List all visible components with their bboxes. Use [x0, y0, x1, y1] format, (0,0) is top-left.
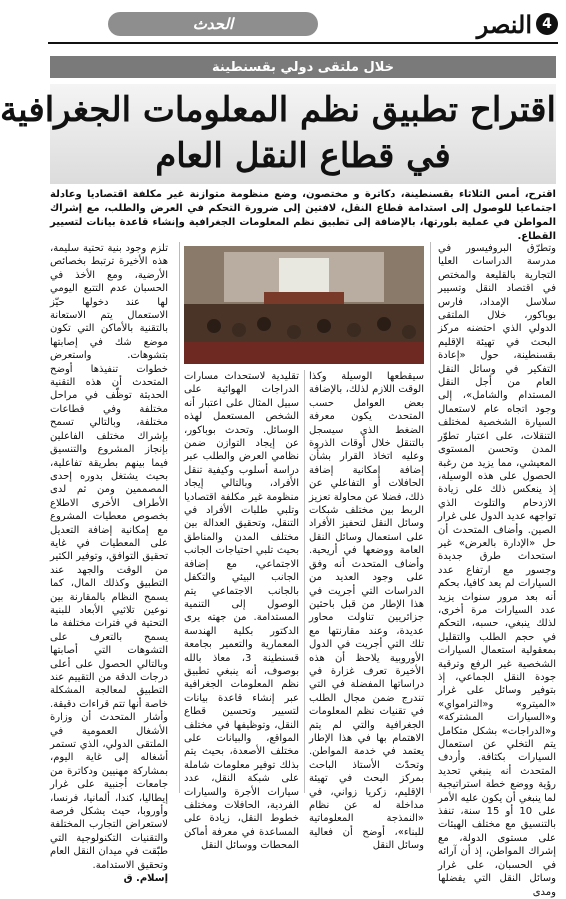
- column-divider: [179, 242, 180, 793]
- column-right: [438, 242, 556, 898]
- column-left: [50, 242, 168, 885]
- column-mid-left: [184, 370, 299, 852]
- column-right-text: وتطرّق البروفيسور في مدرسة الدراسات العليا التجارية بالقليعة والمختص في اقتصاد النقل وتسيير سلاسل الإمداد، فارس بوباكور، خلال الملتقى الدولي الذي احتضنه مركز البحث في تهيئة الإقليم بقسنطينة، حول «إعادة التفكير في وسائل النقل العام من أجل النقل المستدام والشامل»، إلى وجود اتجاه عام لاستعمال السيارة الشخصية لمختلف التنقلات، على اعتبار تطوّر المدن وتحسن المستوى المعيشي، مما يزيد من رغبة الحصول على هذه الوسيلة، إذ ينعكس ذلك على زيادة الازدحام والتلوث الذي تواجهه عديد الدول على غرار الصين. وأضاف المتحدث أن حل «الإدارة بالعرض» غير استحداث طرق جديدة وجسور مع ارتفاع عدد السيارات لم يعد كافيا، بحكم أنه بعد مرور سنوات يزيد عدد السيارات مرة أخرى، لذلك ينبغي، حسبه، التحكم في حجم الطلب والتقليل بمعقولية استعمال السيارات الشخصية غير الرفع وترقية جودة النقل الجماعي، إذ بتوفير وسائل على غرار «الميترو» و«الترامواي» و«السيارات المشتركة» و«الدراجات» بشكل متكامل يتم التخلي عن استعمال السيارات بكثافة. وأردف المتحدث أنه ينبغي تحديد رؤية ووضع خطة استراتيجية لما ينبغي أن يكون عليه الأمر على 10 أو 15 سنة، تنفذ بالتنسيق مع مختلف الهيئات على مستوى الدولة، مع إشراك المواطن، إذ أن آرائه في الحسبان، على غرار وسائل النقل التي يفضلها ومدى: [438, 243, 556, 898]
- column-mid-right: [309, 370, 424, 852]
- conference-photo: [184, 246, 424, 364]
- column-divider: [304, 370, 305, 793]
- lead-paragraph: اقترح، أمس الثلاثاء بقسنطينة، دكاترة و مختصون، وضع منظومة متوازنة غير مكلفة اقتصاديا وعادلة اجتماعيا للوصول إلى استدامة قطاع النقل، لافتين إلى ضرورة التحكم في العرض والطلب، مع إشراك المواطن في عملية بلورتها، بالإضافة إلى تطبيق نظم المعلومات الجغرافية وإنشاء قاعدة بيانات لتسيير القطاع.: [50, 189, 556, 242]
- column-divider: [430, 242, 431, 793]
- masthead: [48, 6, 558, 44]
- column-mid-left-text: تقليدية لاستحداث مسارات الدراجات الهوائية على سبيل المثال على اعتبار أنه الشخص المستعمل لهذه الوسائل. وتحدث بوباكور، عن إيجاد التوازن ضمن نظامي العرض والطلب عبر دراسة أسلوب وكيفية تنقل الأفراد، وبالتالي إيجاد منظومة غير مكلفة اقتصاديا وتلبي طلبات الأفراد في التنقل، وتحقيق العدالة بين مختلف المدن والمناطق بحيث تلبي احتياجات الجانب الاجتماعي، مع إضافة الجانب البيئي والتكفل بالجانب الاجتماعي يتم الوصول إلى التنمية المستدامة. من جهته يرى الدكتور بكلية الهندسة المعمارية والتعمير بجامعة قسنطينة 3، معاذ بالله بوصوف، أنه ينبغي تطبيق نظم المعلومات الجغرافية عبر إنشاء قاعدة بيانات لتسيير وتحسين قطاع النقل، وتوظيفها في مختلف المواقع، والبيانات على مختلف الأصعدة، بحيث يتم بذلك توفير معلومات شاملة على شبكة النقل، عدد سيارات الأجرة والسيارات الفردية، الحافلات ومختلف خطوط النقل، زيادة على المساعدة في معرفة أماكن المحطات ووسائل النقل: [184, 371, 299, 852]
- kicker: خلال ملتقى دولي بقسنطينة: [50, 56, 556, 78]
- author-credit: إسلام. ق: [123, 873, 168, 885]
- logo-text: النصر: [476, 9, 532, 39]
- column-mid-right-text: سيقطعها الوسيلة وكذا الوقت اللازم لذلك، بالإضافة بعض العوامل حسب المتحدث يكون معرفة الضغط الذي سيسجل بالتنقل خلال أوقات الذروة وعليه اتخاذ القرار بشأن إضافة إمكانية إضافة الحافلات أو التفاعلي عن ذلك، فضلا عن محاولة تعزيز الربط بين مختلف شبكات وسائل النقل لتحفيز الأفراد على استعمال وسائل النقل العامة ووضعها في أريحية. وأضاف المتحدث أنه وفق على وجود العديد من الدراسات التي أجريت في هذا الإطار من قبل باحثين جزائريين تناولت محاور عديدة، وعند مقارنتها مع تلك التي أجريت في الدول الأوروبية يلاحظ أن هذه الأخيرة تعرف غزارة في دراساتها المفضلة في التي تندرج ضمن مجال الطلب في تقنيات نظم المعلومات الجغرافية والتي لم يتم الاهتمام بها في هذا الإطار يعتمد في خدمة المواطن. وتحدّث الأستاذ الباحث بمركز البحث في تهيئة الإقليم، زكريا زواني، في مداخلة له عن نظام «النمذجة المعلوماتية للبناء»، أوضح أن فعالية وسائل النقل: [309, 371, 424, 852]
- headline: [0, 84, 556, 184]
- section-label: الحدث: [108, 12, 318, 36]
- column-left-text: تلزم وجود بنية تحتية سليمة، هذه الأخيرة ترتبط بخصائص الأرضية، ومع الأخذ في الحسبان عدم التتبع اليومي لها عند دخولها حيّز الاستعمال يتم الاستعانة بالتقنية بالأماكن التي تكون موضع شك في إصابتها بتشوهات. واستعرض خطوات تنفيذها أوضح المتحدث أن هذه التقنية الحديثة توظّف في مراحل مختلفة وفي قطاعات مختلفة، وبالتالي تسمح بإشراك مختلف الفاعلين بإنجاز المشروع والتنسيق فيما بينهم بطريقة تفاعلية، بحيث يشتغل بدوره إحدى المصممين ومن ثم لدى الأطراف الأخرى الاطلاع بخصوص معطيات المشروع مع إمكانية إضافة التعديل على المعطيات في غاية تحقيق التوافق، وتوفير الكثير من الوقت والجهد عند التطبيق وكذلك المال، كما يسمح النظام بالمقارنة بين نوعين تلاثيي الأبعاد للبنية التحتية في فترات مختلفة ما يسمح بالتعرف على التشوهات التي أصابتها وبالتالي الحصول على أعلى درجات الدقة من التقييم عند التطبيق لمعالجة المشكلة خاصة أنها تتم قراءات دقيقة. وأشار المتحدث أن وزارة الأشغال العمومية في الملتقى الدولي، الذي تستمر أشغاله إلى غاية اليوم، بمشاركة مهنيين ودكاترة من جامعات أجنبية على غرار إيطاليا، كندا، ألمانيا، فرنسا، وأوروبا، حيث يشكل فرصة لاستعراض التجارب المختلفة والتقنيات التكنولوجية التي طبّقت في ميدان النقل العام وتحقيق الاستدامة.: [50, 243, 168, 871]
- newspaper-logo: [477, 10, 558, 39]
- conference-photo-image: [184, 246, 424, 364]
- headline-line-1: اقتراح تطبيق نظم المعلومات الجغرافية: [0, 90, 556, 130]
- headline-line-2: في قطاع النقل العام: [155, 136, 451, 176]
- article-body: [50, 242, 556, 898]
- page-number: 4: [536, 13, 558, 35]
